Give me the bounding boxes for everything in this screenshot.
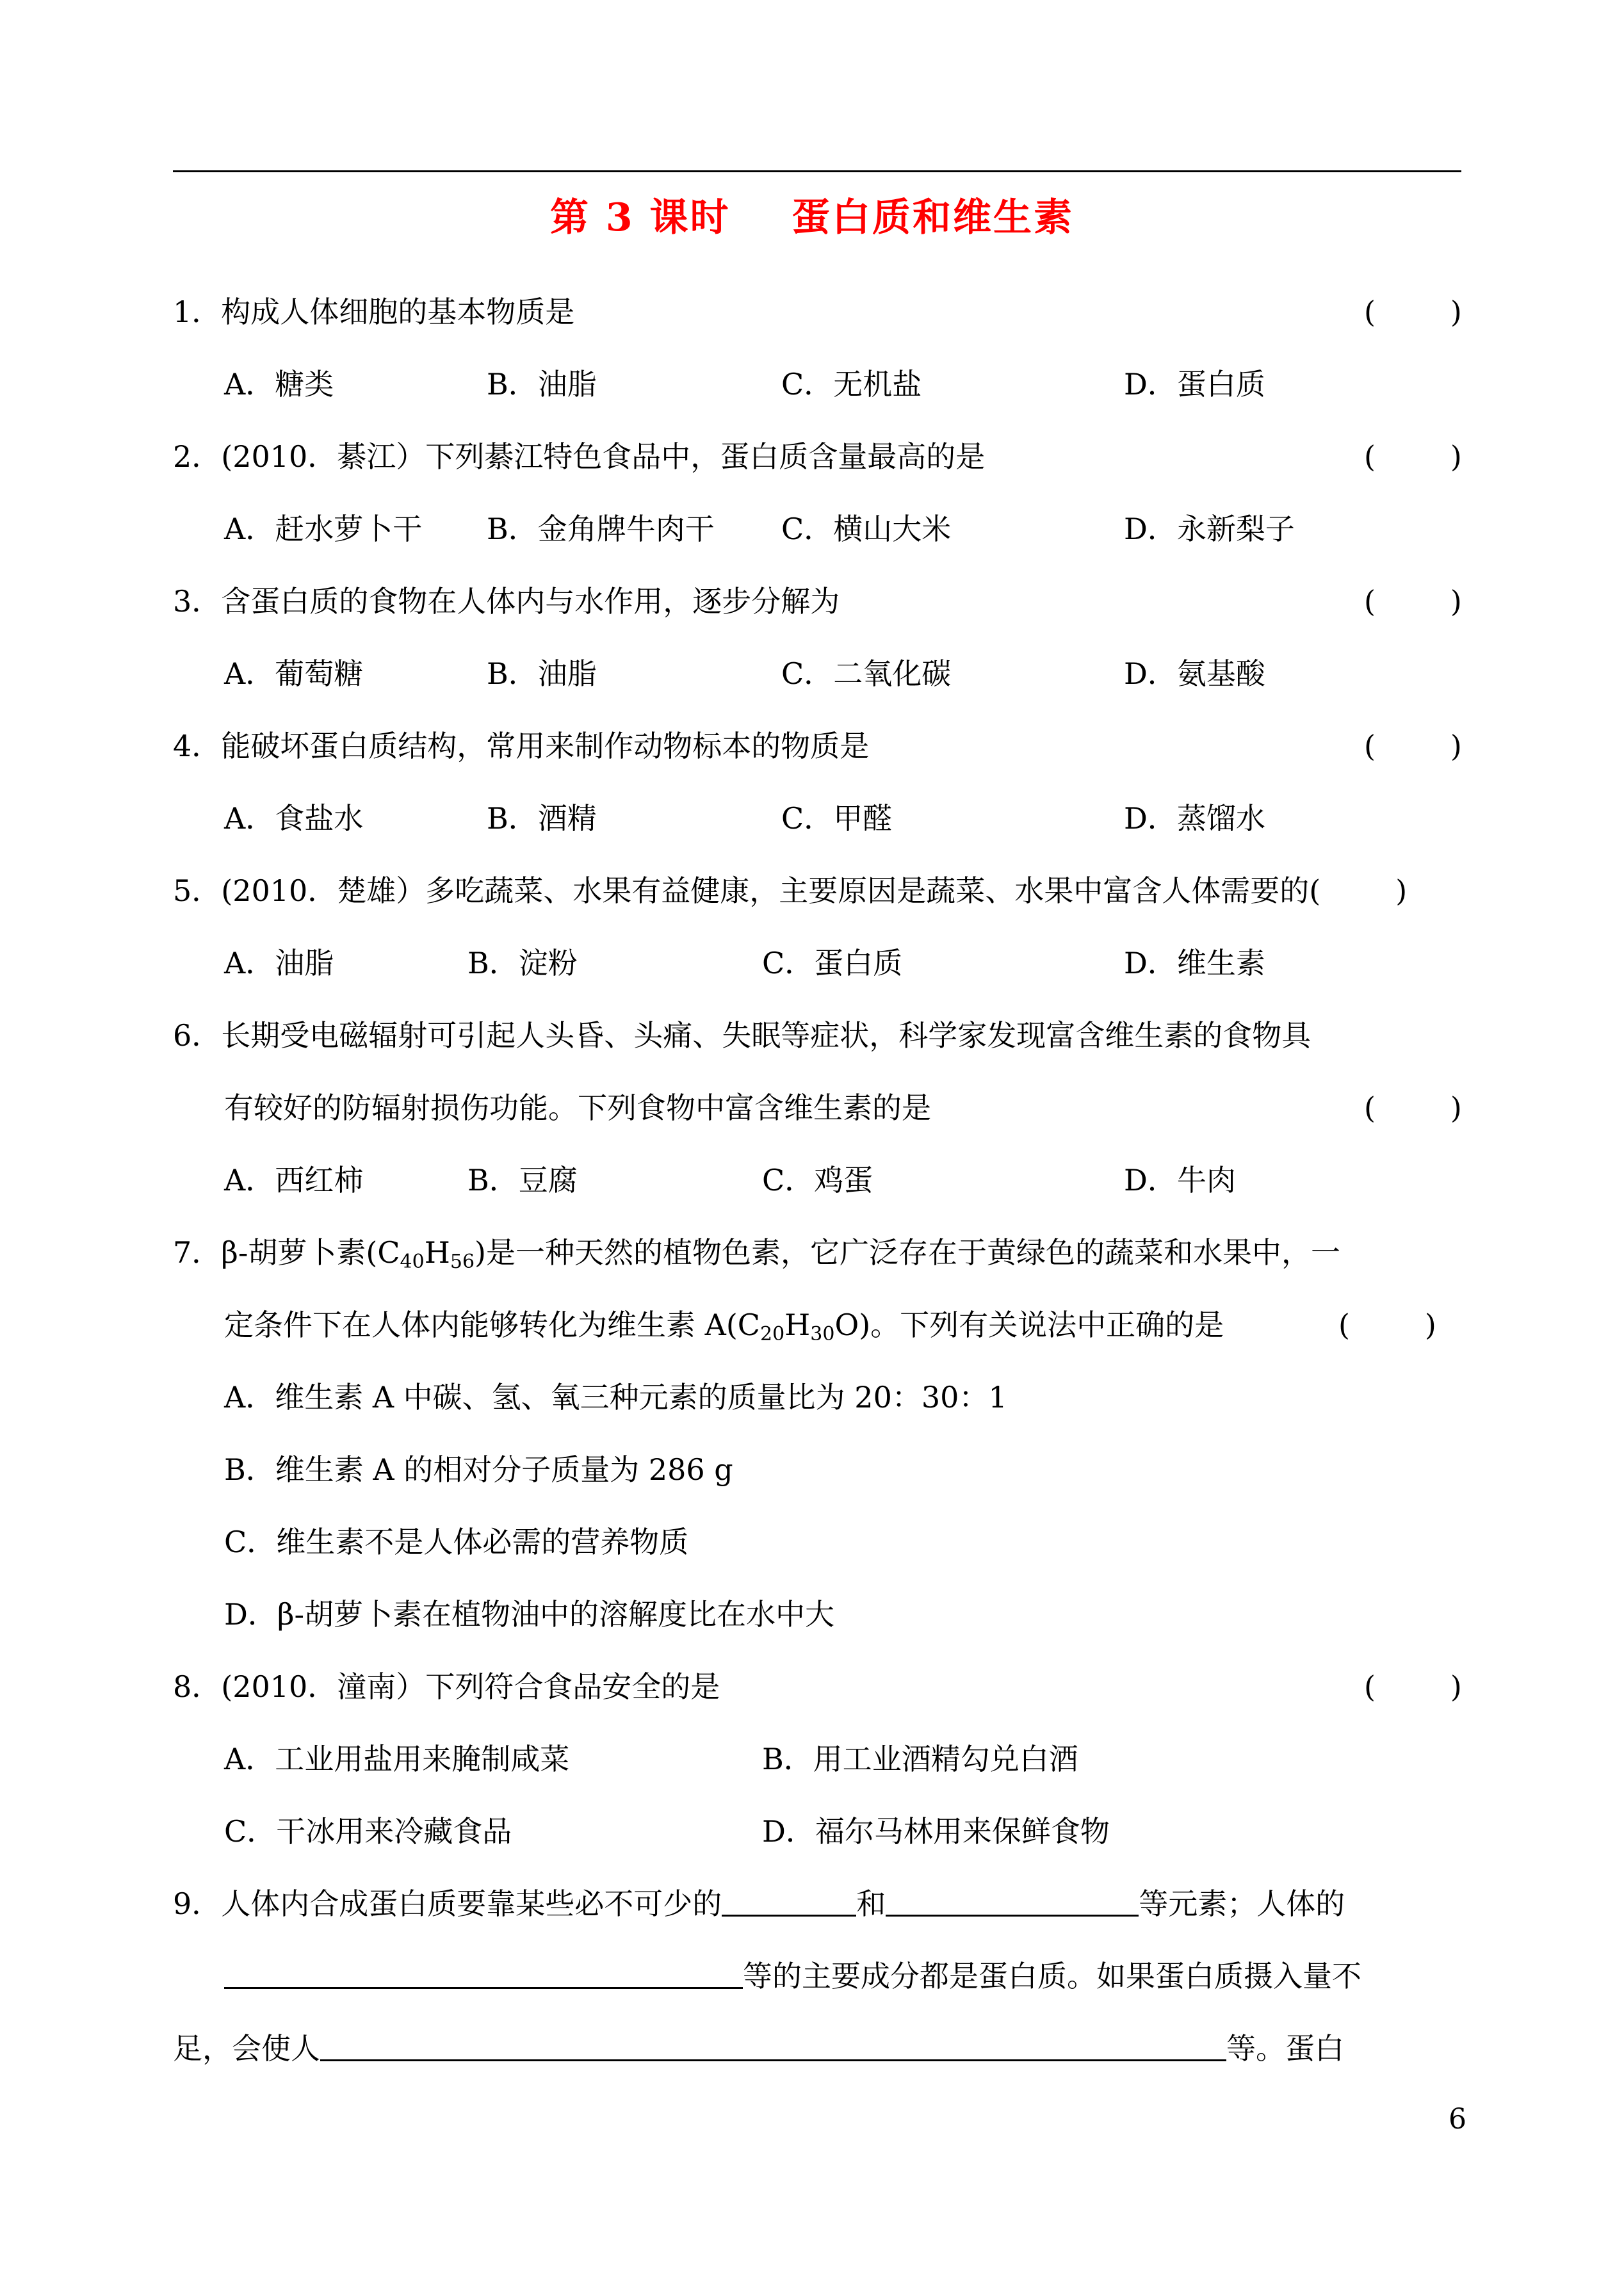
question-stem-text: 1．构成人体细胞的基本物质是 <box>173 295 575 329</box>
question-8-stem <box>173 1661 1473 1712</box>
question-5-stem <box>173 865 1473 916</box>
option-d: D．β-胡萝卜素在植物油中的溶解度比在水中大 <box>224 1597 835 1632</box>
stem-part: 等。蛋白 <box>1226 2031 1344 2066</box>
option-c: C．鸡蛋 <box>762 1163 873 1197</box>
stem-part: H <box>424 1235 450 1270</box>
question-stem-text: 有较好的防辐射损伤功能。下列食物中富含维生素的是 <box>224 1091 931 1125</box>
stem-part: 等的主要成分都是蛋白质。如果蛋白质摄入量不 <box>743 1959 1361 1993</box>
question-6-stem-line1 <box>173 1010 1473 1061</box>
answer-blank[interactable] <box>886 1880 1139 1917</box>
option-a: A．工业用盐用来腌制咸菜 <box>224 1742 570 1776</box>
option-c: C．二氧化碳 <box>781 656 952 691</box>
question-2-options <box>173 503 1473 555</box>
option-a: A．葡萄糖 <box>224 656 364 691</box>
answer-parentheses: ( ) <box>1338 1308 1436 1342</box>
option-d: D．蛋白质 <box>1124 367 1265 401</box>
option-b: B．油脂 <box>487 656 597 691</box>
answer-parentheses: ( ) <box>1364 1669 1462 1704</box>
option-c: C．蛋白质 <box>762 946 903 980</box>
answer-blank[interactable] <box>224 1952 743 1989</box>
subscript: 20 <box>759 1323 785 1345</box>
option-a: A．维生素 A 中碳、氢、氧三种元素的质量比为 20：30：1 <box>224 1380 1007 1415</box>
answer-blank[interactable] <box>320 2025 1226 2061</box>
option-a: A．赶水萝卜干 <box>224 512 423 546</box>
question-stem-text: 2．(2010．綦江）下列綦江特色食品中，蛋白质含量最高的是 <box>173 439 986 474</box>
option-b: B．用工业酒精勾兑白酒 <box>762 1742 1078 1776</box>
stem-part: 9．人体内合成蛋白质要靠某些必不可少的 <box>173 1886 722 1921</box>
stem-part: 等元素；人体的 <box>1139 1886 1345 1921</box>
stem-part: O)。下列有关说法中正确的是 <box>834 1308 1224 1342</box>
option-d: D．永新梨子 <box>1124 512 1295 546</box>
option-a: A．西红柿 <box>224 1163 364 1197</box>
question-7-option-c <box>173 1516 1473 1568</box>
option-d: D．牛肉 <box>1124 1163 1236 1197</box>
stem-part: 和 <box>856 1886 886 1921</box>
option-a: A．油脂 <box>224 946 334 980</box>
option-c: C．横山大米 <box>781 512 952 546</box>
subscript: 56 <box>450 1251 475 1273</box>
question-2-stem <box>173 431 1473 482</box>
question-1-options <box>173 359 1473 410</box>
question-6-stem-line2 <box>173 1082 1473 1133</box>
question-9-line3 <box>173 2023 1473 2074</box>
answer-parentheses: ( ) <box>1364 584 1462 619</box>
option-d: D．氨基酸 <box>1124 656 1265 691</box>
question-7-option-a <box>173 1372 1473 1423</box>
question-7-stem-line1 <box>173 1227 1473 1278</box>
answer-blank[interactable] <box>722 1880 856 1917</box>
option-d: D．福尔马林用来保鲜食物 <box>762 1814 1110 1849</box>
question-stem-text <box>173 2023 1344 2074</box>
question-3-stem <box>173 576 1473 627</box>
question-stem-text: 6．长期受电磁辐射可引起人头昏、头痛、失眠等症状，科学家发现富含维生素的食物具 <box>173 1018 1311 1053</box>
stem-part: 定条件下在人体内能够转化为维生素 A(C <box>224 1308 760 1342</box>
answer-parentheses: ( ) <box>1364 295 1462 329</box>
question-stem-text <box>224 1950 1361 2002</box>
subscript: 40 <box>400 1251 425 1273</box>
stem-part: 7．β-胡萝卜素(C <box>173 1235 400 1270</box>
page-number: 6 <box>1449 2103 1466 2136</box>
option-b: B．酒精 <box>487 801 597 836</box>
answer-parentheses: ( ) <box>1364 729 1462 763</box>
option-a: A．糖类 <box>224 367 334 401</box>
question-stem-text <box>173 1878 1345 1929</box>
question-7-option-b <box>173 1444 1473 1495</box>
question-stem-text: 4．能破坏蛋白质结构，常用来制作动物标本的物质是 <box>173 729 870 763</box>
stem-part: H <box>784 1308 811 1342</box>
option-b: B．金角牌牛肉干 <box>487 512 715 546</box>
question-stem-text: 5．(2010．楚雄）多吃蔬菜、水果有益健康，主要原因是蔬菜、水果中富含人体需要的( ) <box>173 873 1408 908</box>
option-b: B．淀粉 <box>467 946 578 980</box>
question-7-stem-line2 <box>173 1299 1473 1350</box>
option-c: C．维生素不是人体必需的营养物质 <box>224 1525 689 1559</box>
page-title: 第 3 课时 蛋白质和维生素 <box>549 195 1075 240</box>
option-d: D．蒸馏水 <box>1124 801 1265 836</box>
question-8-options-row1 <box>173 1733 1473 1785</box>
question-1-stem <box>173 286 1473 337</box>
option-c: C．干冰用来冷藏食品 <box>224 1814 512 1849</box>
answer-parentheses: ( ) <box>1364 439 1462 474</box>
question-9-line1 <box>173 1878 1473 1929</box>
question-3-options <box>173 648 1473 699</box>
subscript: 30 <box>810 1323 835 1345</box>
question-5-options <box>173 937 1473 989</box>
option-b: B．油脂 <box>487 367 597 401</box>
option-d: D．维生素 <box>1124 946 1265 980</box>
question-7-option-d <box>173 1589 1473 1640</box>
question-9-line2 <box>173 1950 1473 2002</box>
question-4-options <box>173 793 1473 844</box>
question-stem-text: 3．含蛋白质的食物在人体内与水作用，逐步分解为 <box>173 584 840 619</box>
option-a: A．食盐水 <box>224 801 364 836</box>
option-c: C．甲醛 <box>781 801 893 836</box>
question-stem-text: 8．(2010．潼南）下列符合食品安全的是 <box>173 1669 720 1704</box>
header-rule <box>173 170 1461 172</box>
question-4-stem <box>173 720 1473 772</box>
question-stem-text <box>173 1227 1340 1278</box>
answer-parentheses: ( ) <box>1364 1091 1462 1125</box>
question-stem-text <box>224 1299 1224 1350</box>
question-8-options-row2 <box>173 1806 1473 1857</box>
question-6-options <box>173 1155 1473 1206</box>
stem-part: )是一种天然的植物色素，它广泛存在于黄绿色的蔬菜和水果中，一 <box>475 1235 1340 1270</box>
stem-part: 足，会使人 <box>173 2031 320 2066</box>
option-c: C．无机盐 <box>781 367 922 401</box>
option-b: B．维生素 A 的相对分子质量为 286 g <box>224 1452 733 1487</box>
option-b: B．豆腐 <box>467 1163 578 1197</box>
